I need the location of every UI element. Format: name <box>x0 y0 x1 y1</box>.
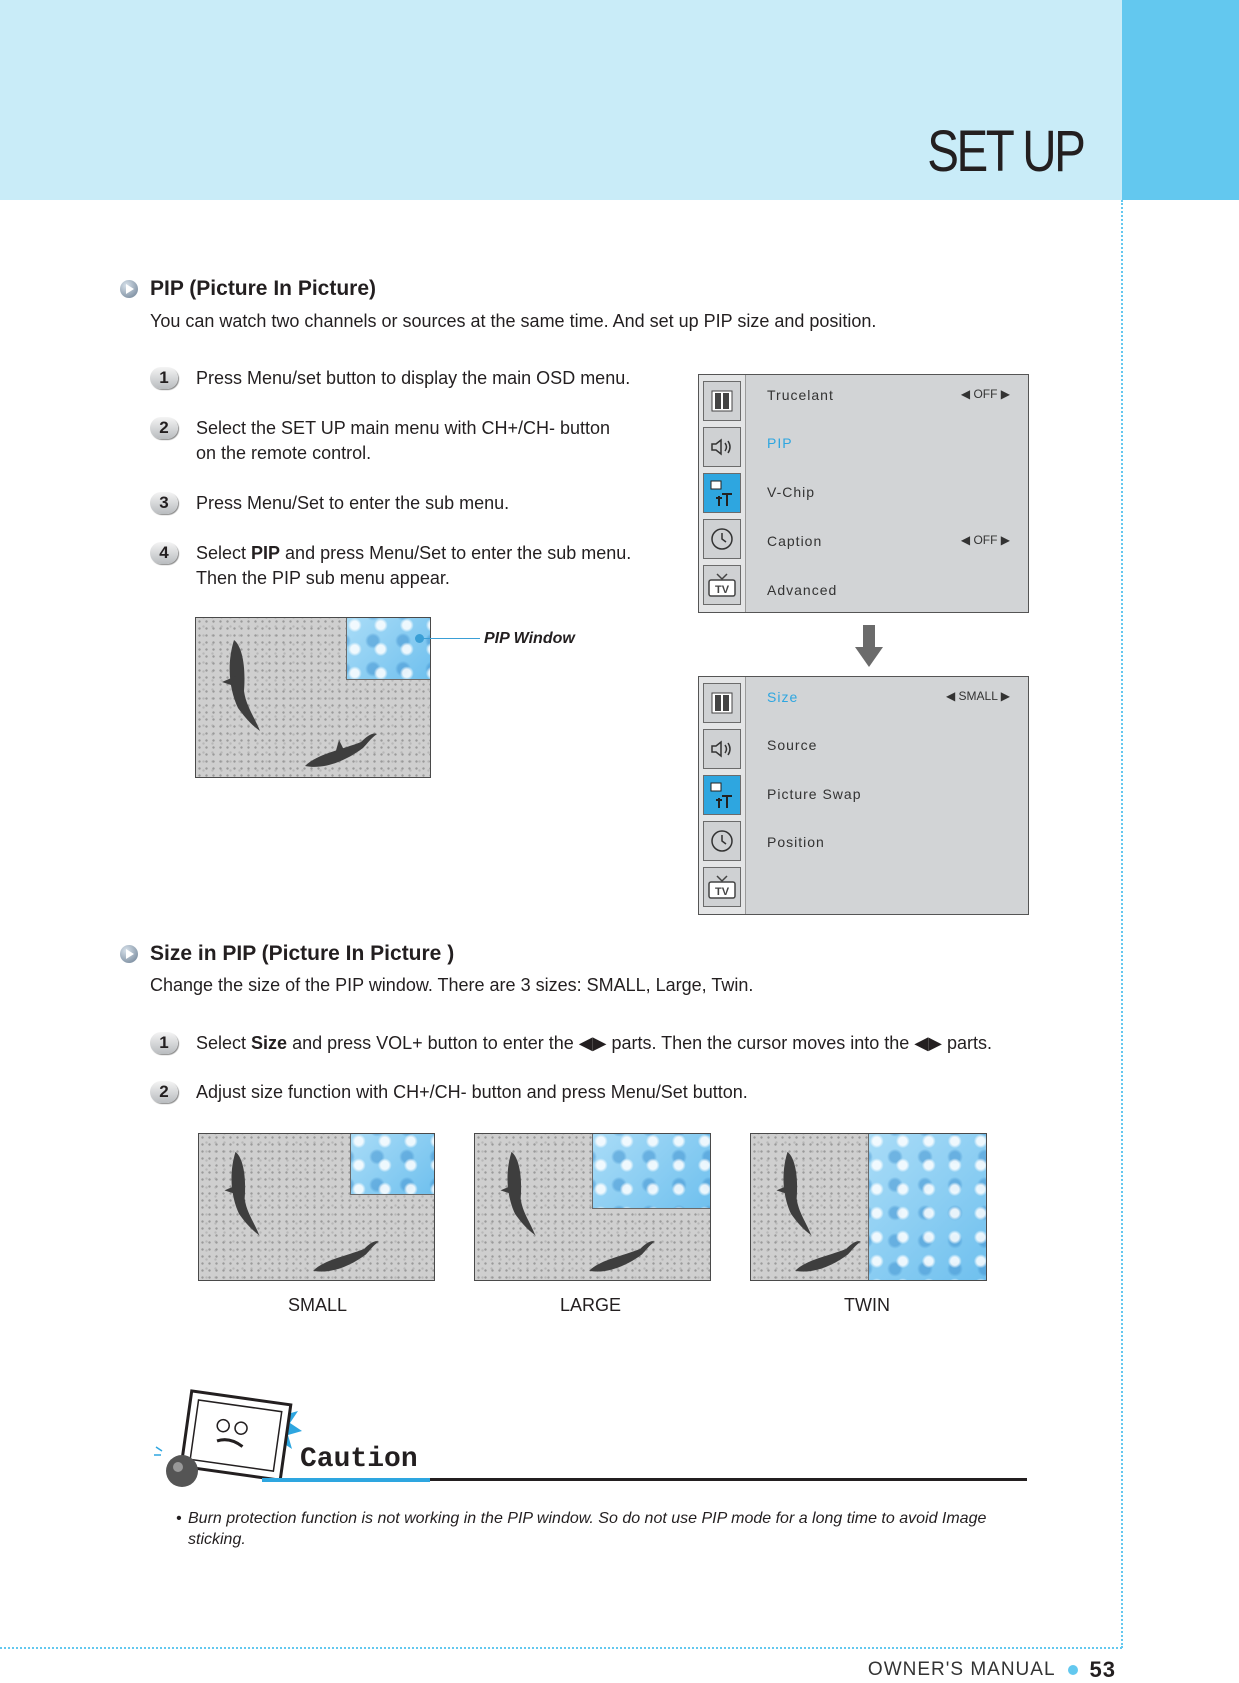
fish-image <box>771 1148 815 1240</box>
osd-main-menu <box>698 374 1029 613</box>
pip-window-label: PIP Window <box>484 630 575 647</box>
footer-dot-icon <box>1068 1665 1078 1675</box>
caption-twin: TWIN <box>844 1295 890 1315</box>
caution-underline-accent <box>262 1478 430 1482</box>
osd-item[interactable]: Advanced <box>767 582 838 598</box>
picture-icon <box>703 683 741 723</box>
setup-icon <box>703 775 741 815</box>
page-border-bottom <box>0 1647 1122 1649</box>
clock-icon <box>703 821 741 861</box>
svg-text:TV: TV <box>714 584 730 596</box>
pip-step-3: 3 Press Menu/Set to enter the sub menu. <box>150 491 509 516</box>
size-step-2: 2 Adjust size function with CH+/CH- button and press Menu/Set button. <box>150 1080 748 1105</box>
pip-description: You can watch two channels or sources at the same time. And set up PIP size and position. <box>150 311 877 331</box>
fish-image <box>585 1238 659 1278</box>
header-tab <box>1122 0 1239 200</box>
osd-sidebar <box>699 375 746 612</box>
size-small-image <box>198 1133 435 1281</box>
osd-sub-menu <box>698 676 1029 915</box>
step-number: 2 <box>150 417 178 439</box>
footer-label: OWNER'S MANUAL <box>867 1659 1056 1680</box>
page-border-right <box>1121 200 1123 1648</box>
fish-image <box>301 730 381 774</box>
fish-image <box>309 1238 383 1278</box>
osd-item[interactable]: Source <box>767 737 818 753</box>
osd-item[interactable]: Picture Swap <box>767 786 862 802</box>
size-heading: Size in PIP (Picture In Picture ) <box>120 942 454 966</box>
osd-sidebar <box>699 677 746 914</box>
down-arrow-icon <box>855 625 883 667</box>
fish-image <box>219 1148 263 1240</box>
step-number: 1 <box>150 1032 178 1054</box>
pip-window <box>868 1134 986 1280</box>
caution-note: • Burn protection function is not working in the PIP window. So do not use PIP mode for a long time to avoid Image sticking. <box>176 1510 987 1548</box>
pip-example-image <box>195 617 431 778</box>
pip-step-4: 4 Select PIP and press Menu/Set to enter the sub menu. Then the PIP sub menu appear. <box>150 541 631 591</box>
osd-item-selected[interactable]: Size ◀ SMALL ▶ <box>767 689 1010 705</box>
step-number: 1 <box>150 367 178 389</box>
pip-step-2: 2 Select the SET UP main menu with CH+/CH- button on the remote control. <box>150 416 610 466</box>
fish-image <box>216 636 264 736</box>
step-number: 4 <box>150 542 178 564</box>
bullet-icon <box>120 945 138 963</box>
osd-item[interactable]: V-Chip <box>767 484 816 500</box>
pip-heading: PIP (Picture In Picture) <box>120 277 376 301</box>
pip-window <box>592 1134 710 1209</box>
caution-tv-icon <box>152 1385 312 1490</box>
fish-image <box>791 1238 865 1278</box>
page-number: 53 <box>1089 1657 1116 1682</box>
size-description: Change the size of the PIP window. There are 3 sizes: SMALL, Large, Twin. <box>150 975 754 995</box>
tv-icon <box>703 565 741 605</box>
tv-icon <box>703 867 741 907</box>
sound-icon <box>703 729 741 769</box>
footer <box>868 1657 1116 1683</box>
size-large-image <box>474 1133 711 1281</box>
osd-item[interactable]: Caption ◀ OFF ▶ <box>767 533 1010 549</box>
fish-image <box>495 1148 539 1240</box>
callout-line <box>420 638 480 639</box>
step-number: 2 <box>150 1081 178 1103</box>
sound-icon <box>703 427 741 467</box>
osd-item[interactable]: Position <box>767 834 825 850</box>
setup-icon <box>703 473 741 513</box>
caution-underline <box>430 1478 1027 1481</box>
pip-window <box>346 618 430 680</box>
size-twin-image <box>750 1133 987 1281</box>
osd-item-selected[interactable]: PIP <box>767 435 793 451</box>
osd-item[interactable]: Trucelant ◀ OFF ▶ <box>767 387 1010 403</box>
pip-window <box>350 1134 434 1195</box>
pip-step-1: 1 Press Menu/set button to display the main OSD menu. <box>150 366 630 391</box>
page-title: SET UP <box>926 119 1083 184</box>
caption-large: LARGE <box>560 1295 622 1315</box>
bullet-icon <box>120 280 138 298</box>
caption-small: SMALL <box>288 1295 348 1315</box>
caution-title: Caution <box>300 1444 418 1475</box>
clock-icon <box>703 519 741 559</box>
picture-icon <box>703 381 741 421</box>
step-number: 3 <box>150 492 178 514</box>
svg-text:TV: TV <box>714 886 730 898</box>
size-step-1: 1 Select Size and press VOL+ button to enter the ◀▶ parts. Then the cursor moves into the ◀▶ parts. <box>150 1031 992 1056</box>
